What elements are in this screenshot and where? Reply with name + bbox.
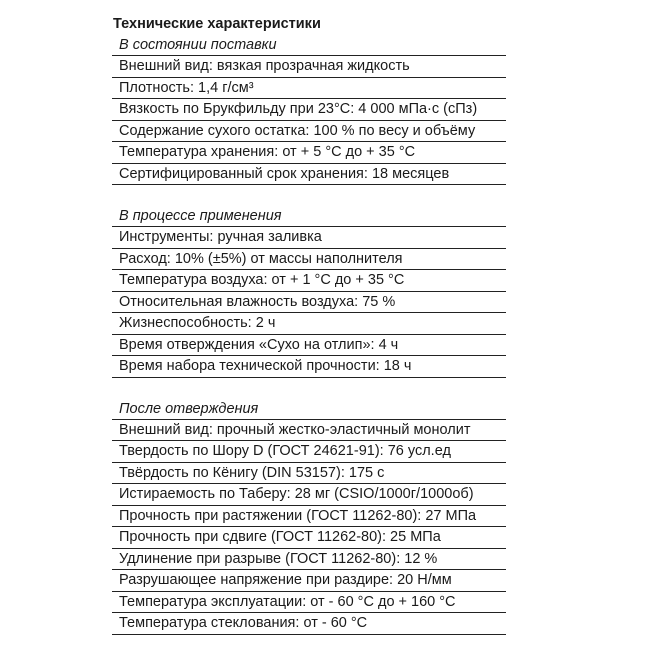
spec-row: Время набора технической прочности: 18 ч	[112, 356, 506, 378]
spec-row: Температура стеклования: от - 60 °С	[112, 613, 506, 635]
spec-row: Удлинение при разрыве (ГОСТ 11262-80): 12 %	[112, 549, 506, 571]
spec-row: Плотность: 1,4 г/см³	[112, 78, 506, 100]
spec-row: Прочность при растяжении (ГОСТ 11262-80): 27 МПа	[112, 506, 506, 528]
spec-row: Относительная влажность воздуха: 75 %	[112, 292, 506, 314]
technical-specs-sheet	[112, 14, 506, 635]
section-application	[112, 206, 506, 378]
spec-row: Истираемость по Таберу: 28 мг (CSIO/1000г/1000об)	[112, 484, 506, 506]
section-delivery	[112, 35, 506, 185]
spec-row: Содержание сухого остатка: 100 % по весу и объёму	[112, 121, 506, 143]
spec-row: Внешний вид: вязкая прозрачная жидкость	[112, 56, 506, 78]
spec-row: Твердость по Шору D (ГОСТ 24621-91): 76 усл.ед	[112, 441, 506, 463]
spec-row: Прочность при сдвиге (ГОСТ 11262-80): 25 МПа	[112, 527, 506, 549]
spec-row: Температура эксплуатации: от - 60 °С до + 160 °С	[112, 592, 506, 614]
spec-row: Сертифицированный срок хранения: 18 месяцев	[112, 164, 506, 186]
section-after-curing	[112, 399, 506, 635]
spec-row: Твёрдость по Кёнигу (DIN 53157): 175 с	[112, 463, 506, 485]
spec-row: Инструменты: ручная заливка	[112, 227, 506, 249]
document-title: Технические характеристики	[113, 16, 321, 32]
spec-row: Температура воздуха: от + 1 °С до + 35 °С	[112, 270, 506, 292]
spec-row: Жизнеспособность: 2 ч	[112, 313, 506, 335]
spec-row: Вязкость по Брукфильду при 23°С: 4 000 мПа·с (сПз)	[112, 99, 506, 121]
spec-row: Температура хранения: от + 5 °С до + 35 °С	[112, 142, 506, 164]
section-heading: После отверждения	[112, 399, 506, 420]
section-heading: В состоянии поставки	[112, 35, 506, 56]
spec-row: Разрушающее напряжение при раздире: 20 Н/мм	[112, 570, 506, 592]
spec-row: Расход: 10% (±5%) от массы наполнителя	[112, 249, 506, 271]
section-heading: В процессе применения	[112, 206, 506, 227]
spec-row: Внешний вид: прочный жестко-эластичный монолит	[112, 420, 506, 442]
spec-row: Время отверждения «Сухо на отлип»: 4 ч	[112, 335, 506, 357]
